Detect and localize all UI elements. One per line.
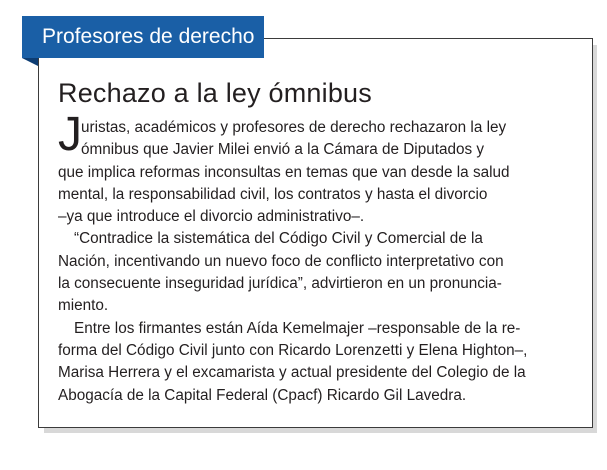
body-line: la consecuente inseguridad jurídica”, advirtieron en un pronuncia- xyxy=(58,275,502,293)
body-line: Abogacía de la Capital Federal (Cpacf) Ricardo Gil Lavedra. xyxy=(58,386,467,404)
article-body xyxy=(58,117,579,407)
section-tab: Profesores de derecho xyxy=(22,16,264,58)
section-tab-fold xyxy=(22,58,38,66)
box-shadow-bottom xyxy=(44,428,597,433)
body-line: Nación, incentivando un nuevo foco de conflicto interpretativo con xyxy=(58,252,504,270)
body-line: –ya que introduce el divorcio administrativo–. xyxy=(58,208,365,226)
body-line: que implica reformas inconsultas en temas que van desde la salud xyxy=(58,163,510,181)
headline: Rechazo a la ley ómnibus xyxy=(58,78,372,108)
body-line: uristas, académicos y profesores de derecho rechazaron la ley xyxy=(81,119,507,136)
body-line: “Contradice la sistemática del Código Civil y Comercial de la xyxy=(74,230,483,248)
body-line: Entre los firmantes están Aída Kemelmajer –responsable de la re- xyxy=(74,319,521,337)
drop-cap: J xyxy=(58,108,82,161)
body-line: ómnibus que Javier Milei envió a la Cámara de Diputados y xyxy=(81,141,485,159)
body-line: miento. xyxy=(58,297,109,315)
box-shadow-right xyxy=(593,45,597,433)
body-line: forma del Código Civil junto con Ricardo Lorenzetti y Elena Highton–, xyxy=(58,341,528,359)
body-line: Marisa Herrera y el excamarista y actual presidente del Colegio de la xyxy=(58,364,526,382)
body-line: mental, la responsabilidad civil, los contratos y hasta el divorcio xyxy=(58,185,488,203)
